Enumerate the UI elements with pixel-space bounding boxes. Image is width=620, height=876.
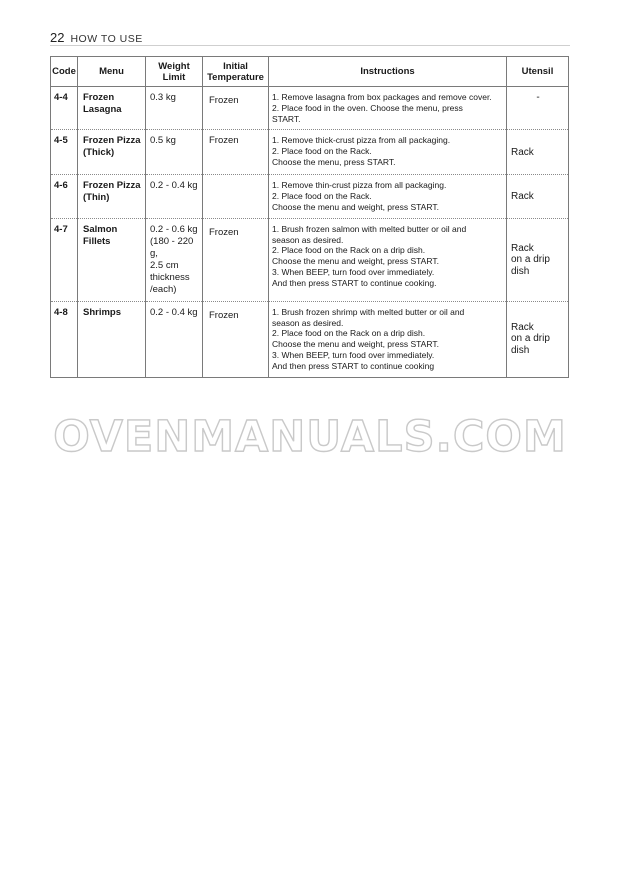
column-header-instructions: Instructions [269,57,507,87]
cell-instructions: 1. Remove thin-crust pizza from all packaging. 2. Place food on the Rack. Choose the menu and weight, press START. [269,175,507,218]
cell-utensil: Rack on a drip dish [507,301,569,377]
cell-utensil: - [507,87,569,130]
watermark: OVENMANUALS.COM [53,412,567,462]
cell-code: 4-7 [51,218,78,301]
cell-utensil: Rack [507,130,569,175]
cell-menu: Frozen Lasagna [78,87,146,130]
cooking-menu-table [50,56,569,378]
cell-initial-temperature [203,175,269,218]
table-row [51,87,569,130]
table-row [51,301,569,377]
section-title: HOW TO USE [70,33,143,45]
table-row [51,218,569,301]
cell-instructions: 1. Remove thick-crust pizza from all packaging. 2. Place food on the Rack. Choose the menu, press START. [269,130,507,175]
page-header [50,30,143,45]
cell-menu: Salmon Fillets [78,218,146,301]
cell-menu: Shrimps [78,301,146,377]
cell-initial-temperature: Frozen [203,301,269,377]
cell-initial-temperature: Frozen [203,218,269,301]
table-row [51,130,569,175]
table-header-row [51,57,569,87]
column-header-code: Code [51,57,78,87]
cell-menu: Frozen Pizza (Thick) [78,130,146,175]
cell-instructions: 1. Remove lasagna from box packages and remove cover. 2. Place food in the oven. Choose the menu, press START. [269,87,507,130]
cell-initial-temperature: Frozen [203,130,269,175]
cell-weight-limit: 0.5 kg [146,130,203,175]
cell-utensil: Rack [507,175,569,218]
column-header-weight-limit: Weight Limit [146,57,203,87]
page-number: 22 [50,30,65,45]
cell-weight-limit: 0.2 - 0.6 kg (180 - 220 g, 2.5 cm thickness /each) [146,218,203,301]
cell-code: 4-6 [51,175,78,218]
column-header-utensil: Utensil [507,57,569,87]
cell-weight-limit: 0.2 - 0.4 kg [146,301,203,377]
cell-instructions: 1. Brush frozen shrimp with melted butter or oil and season as desired. 2. Place food on the Rack on a drip dish. Choose the menu and weight, press START. 3. When BEEP, turn food over immediately. And then press START to continue cooking [269,301,507,377]
cell-utensil: Rack on a drip dish [507,218,569,301]
cell-code: 4-8 [51,301,78,377]
cell-menu: Frozen Pizza (Thin) [78,175,146,218]
header-divider [50,45,570,46]
column-header-initial-temperature: Initial Temperature [203,57,269,87]
column-header-menu: Menu [78,57,146,87]
cell-instructions: 1. Brush frozen salmon with melted butter or oil and season as desired. 2. Place food on the Rack on a drip dish. Choose the menu and weight, press START. 3. When BEEP, turn food over immediately. And then press START to continue cooking. [269,218,507,301]
cell-code: 4-4 [51,87,78,130]
table-row [51,175,569,218]
cell-code: 4-5 [51,130,78,175]
cell-weight-limit: 0.2 - 0.4 kg [146,175,203,218]
cell-initial-temperature: Frozen [203,87,269,130]
cell-weight-limit: 0.3 kg [146,87,203,130]
